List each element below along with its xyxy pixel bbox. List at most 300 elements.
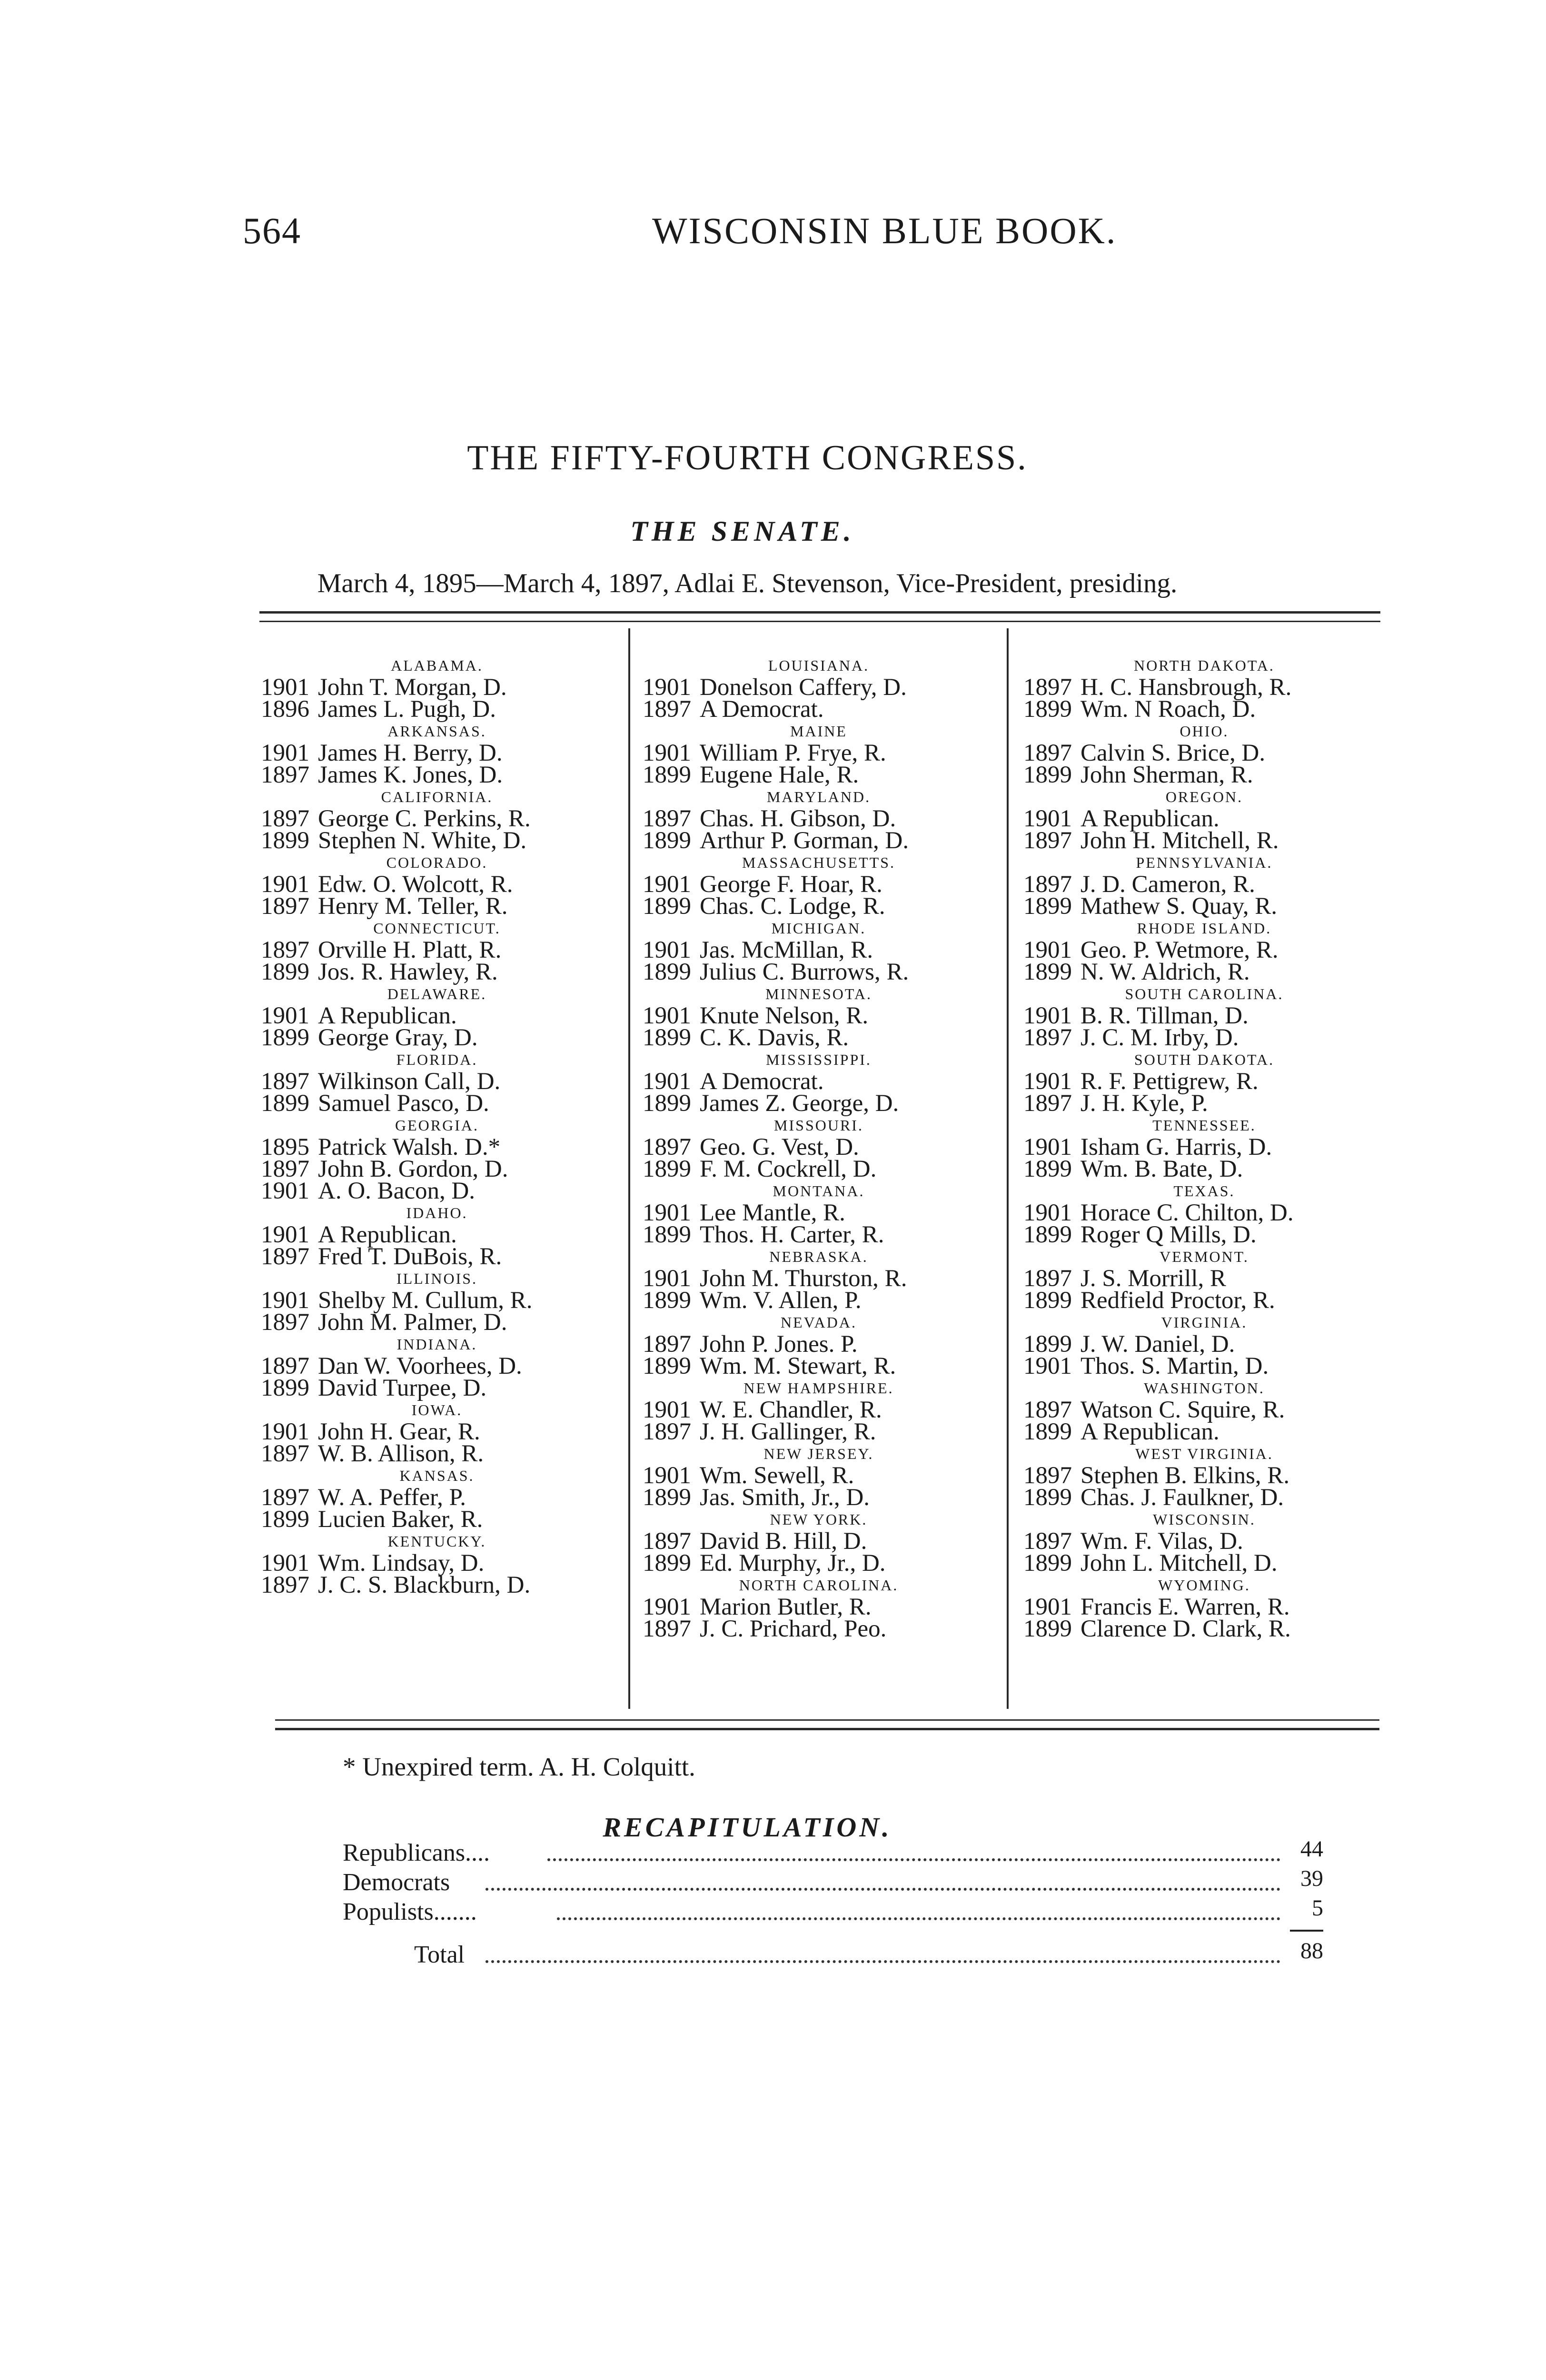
- senator-row: [261, 961, 613, 983]
- term-year: 1897: [643, 1616, 691, 1642]
- recap-row-total: [343, 1926, 1323, 1969]
- senator-row: [643, 805, 995, 832]
- senator-name: Francis E. Warren, R.: [1080, 1594, 1290, 1620]
- term-year: 1901: [1023, 1353, 1072, 1379]
- senator-name: Fred T. DuBois, R.: [318, 1243, 502, 1270]
- state-heading: LOUISIANA.: [768, 657, 870, 674]
- state-heading: NEBRASKA.: [769, 1248, 868, 1265]
- term-year: 1899: [261, 1090, 309, 1117]
- section-title: THE SENATE.: [630, 516, 855, 547]
- state-heading: ARKANSAS.: [387, 723, 486, 740]
- senator-name: Geo. P. Wetmore, R.: [1080, 937, 1278, 963]
- state-heading: TEXAS.: [1173, 1182, 1235, 1200]
- senator-row: [643, 1484, 995, 1511]
- senator-name: John H. Mitchell, R.: [1080, 827, 1279, 854]
- senator-name: A Republican.: [318, 1002, 457, 1029]
- senator-name: John H. Gear, R.: [318, 1418, 480, 1445]
- state-heading: IDAHO.: [406, 1204, 468, 1221]
- term-year: 1901: [261, 674, 309, 701]
- senator-row: [261, 1484, 613, 1511]
- term-year: 1899: [643, 893, 691, 920]
- table-top-rule: [259, 611, 1380, 614]
- senator-row: [643, 1462, 995, 1489]
- table-bottom-rule: [275, 1719, 1379, 1721]
- senator-row: [1023, 742, 1385, 764]
- senator-row: [261, 1090, 613, 1117]
- term-year: 1897: [643, 1528, 691, 1555]
- senator-name: Henry M. Teller, R.: [318, 893, 508, 920]
- senator-row: [643, 696, 995, 723]
- senator-row: [643, 1355, 995, 1377]
- senator-name: James L. Pugh, D.: [318, 696, 496, 723]
- term-year: 1897: [261, 937, 309, 963]
- term-year: 1901: [261, 871, 309, 898]
- term-year: 1897: [1023, 1024, 1072, 1051]
- state-heading: DELAWARE.: [387, 985, 487, 1002]
- senator-name: Patrick Walsh. D.*: [318, 1134, 501, 1160]
- term-year: 1901: [1023, 1594, 1072, 1620]
- senator-row: [1023, 871, 1385, 898]
- senator-row: [261, 1574, 613, 1596]
- senator-row: [1023, 1287, 1385, 1314]
- senate-column-3: [1023, 654, 1385, 1640]
- senator-name: R. F. Pettigrew, R.: [1080, 1068, 1259, 1095]
- senator-row: [643, 1068, 995, 1095]
- column-divider: [1007, 628, 1009, 1709]
- senator-name: James Z. George, D.: [700, 1090, 899, 1117]
- term-year: 1899: [643, 1156, 691, 1182]
- senator-name: J. H. Kyle, P.: [1080, 1090, 1208, 1117]
- term-year: 1901: [643, 871, 691, 898]
- senator-row: [1023, 939, 1385, 961]
- recap-value: 44: [1300, 1836, 1323, 1862]
- senator-name: Marion Butler, R.: [700, 1594, 872, 1620]
- senator-row: [1023, 1002, 1385, 1029]
- state-heading: ILLINOIS.: [396, 1270, 478, 1287]
- recap-label: Democrats: [343, 1869, 450, 1896]
- senator-row: [1023, 805, 1385, 832]
- senator-name: Lee Mantle, R.: [700, 1200, 845, 1226]
- senator-name: J. S. Morrill, R: [1080, 1265, 1227, 1292]
- senator-name: J. C. Prichard, Peo.: [700, 1616, 887, 1642]
- page-title: THE FIFTY-FOURTH CONGRESS.: [467, 438, 1028, 477]
- term-year: 1899: [261, 1024, 309, 1051]
- senator-name: William P. Frye, R.: [700, 740, 886, 766]
- senator-name: Jas. Smith, Jr., D.: [700, 1484, 870, 1511]
- senator-name: Wm. M. Stewart, R.: [700, 1353, 896, 1379]
- term-year: 1899: [1023, 1550, 1072, 1577]
- senator-row: [1023, 1024, 1385, 1051]
- term-year: 1897: [1023, 871, 1072, 898]
- term-year: 1901: [643, 1462, 691, 1489]
- footnote: * Unexpired term. A. H. Colquitt.: [343, 1752, 695, 1781]
- senator-row: [1023, 1355, 1385, 1377]
- term-year: 1899: [261, 959, 309, 985]
- state-heading: MISSOURI.: [774, 1117, 863, 1134]
- term-year: 1899: [1023, 1331, 1072, 1358]
- term-year: 1901: [643, 1594, 691, 1620]
- term-year: 1901: [643, 1397, 691, 1423]
- column-divider: [628, 628, 630, 1709]
- senator-name: Shelby M. Cullum, R.: [318, 1287, 533, 1314]
- term-year: 1899: [1023, 1221, 1072, 1248]
- senator-name: Thos. S. Martin, D.: [1080, 1353, 1269, 1379]
- recap-value: 5: [1312, 1895, 1323, 1921]
- term-year: 1897: [643, 805, 691, 832]
- term-year: 1901: [261, 1418, 309, 1445]
- term-year: 1899: [1023, 696, 1072, 723]
- term-year: 1901: [1023, 1200, 1072, 1226]
- term-year: 1899: [643, 1353, 691, 1379]
- senator-row: [1023, 674, 1385, 701]
- term-year: 1897: [261, 1068, 309, 1095]
- sum-rule: [1290, 1930, 1323, 1932]
- senator-name: Arthur P. Gorman, D.: [700, 827, 909, 854]
- senator-row: [1023, 696, 1385, 723]
- senator-row: [1023, 1068, 1385, 1095]
- term-year: 1899: [643, 1484, 691, 1511]
- state-heading: NEVADA.: [781, 1314, 857, 1331]
- term-year: 1895: [261, 1134, 309, 1160]
- session-dates: March 4, 1895—March 4, 1897, Adlai E. Stevenson, Vice-President, presiding.: [317, 568, 1178, 598]
- senator-row: [261, 1068, 613, 1095]
- state-heading: KANSAS.: [399, 1467, 475, 1484]
- state-heading: GEORGIA.: [395, 1117, 479, 1134]
- senator-row: [261, 1158, 613, 1180]
- senator-row: [643, 1418, 995, 1445]
- senator-row: [643, 1399, 995, 1421]
- term-year: 1897: [261, 1484, 309, 1511]
- senator-row: [1023, 764, 1385, 786]
- senator-row: [643, 1528, 995, 1555]
- term-year: 1899: [643, 1221, 691, 1248]
- state-heading: WISCONSIN.: [1153, 1511, 1256, 1528]
- senator-name: Wm. N Roach, D.: [1080, 696, 1256, 723]
- senator-row: [261, 827, 613, 854]
- state-heading: NEW JERSEY.: [763, 1445, 874, 1462]
- term-year: 1901: [261, 740, 309, 766]
- state-heading: NEW HAMPSHIRE.: [743, 1379, 894, 1397]
- state-heading: NORTH DAKOTA.: [1134, 657, 1275, 674]
- senator-row: [1023, 1618, 1385, 1640]
- senator-name: David B. Hill, D.: [700, 1528, 867, 1555]
- senator-name: John L. Mitchell, D.: [1080, 1550, 1278, 1577]
- senate-column-2: [643, 654, 995, 1640]
- term-year: 1897: [643, 1134, 691, 1160]
- senator-row: [643, 1136, 995, 1158]
- senator-row: [643, 1202, 995, 1224]
- state-heading: MINNESOTA.: [765, 985, 872, 1002]
- recap-value: 39: [1300, 1866, 1323, 1891]
- term-year: 1901: [643, 674, 691, 701]
- term-year: 1901: [1023, 1134, 1072, 1160]
- senator-name: Isham G. Harris, D.: [1080, 1134, 1272, 1160]
- senator-name: A Democrat.: [700, 1068, 824, 1095]
- state-heading: MARYLAND.: [766, 788, 871, 805]
- term-year: 1897: [1023, 1397, 1072, 1423]
- senator-name: Horace C. Chilton, D.: [1080, 1200, 1294, 1226]
- senator-row: [1023, 961, 1385, 983]
- senator-row: [261, 1377, 613, 1399]
- senator-row: [643, 871, 995, 898]
- state-heading: IOWA.: [411, 1401, 463, 1418]
- senator-name: J. C. S. Blackburn, D.: [318, 1572, 531, 1598]
- state-heading: VIRGINIA.: [1161, 1314, 1248, 1331]
- state-heading: CALIFORNIA.: [381, 788, 493, 805]
- term-year: 1899: [643, 827, 691, 854]
- senator-name: Chas. C. Lodge, R.: [700, 893, 885, 920]
- senator-row: [261, 1418, 613, 1445]
- senator-row: [643, 1331, 995, 1358]
- senator-row: [1023, 1484, 1385, 1511]
- term-year: 1899: [1023, 1287, 1072, 1314]
- term-year: 1897: [261, 1243, 309, 1270]
- senator-name: A Republican.: [1080, 1418, 1219, 1445]
- senator-row: [261, 893, 613, 920]
- term-year: 1897: [261, 1156, 309, 1182]
- recap-row-populists: [343, 1896, 1323, 1926]
- senator-name: John M. Thurston, R.: [700, 1265, 907, 1292]
- term-year: 1901: [643, 740, 691, 766]
- senator-row: [1023, 827, 1385, 854]
- term-year: 1897: [1023, 1265, 1072, 1292]
- term-year: 1899: [643, 1287, 691, 1314]
- term-year: 1896: [261, 696, 309, 723]
- senator-row: [643, 1002, 995, 1029]
- senator-name: John Sherman, R.: [1080, 762, 1253, 788]
- state-heading: TENNESSEE.: [1152, 1117, 1256, 1134]
- senator-name: Geo. G. Vest, D.: [700, 1134, 859, 1160]
- recap-value: 88: [1300, 1938, 1323, 1964]
- term-year: 1897: [261, 1353, 309, 1379]
- senator-name: Redfield Proctor, R.: [1080, 1287, 1275, 1314]
- state-heading: WASHINGTON.: [1144, 1379, 1265, 1397]
- senator-row: [1023, 1462, 1385, 1489]
- state-heading: SOUTH CAROLINA.: [1125, 985, 1284, 1002]
- senator-name: W. A. Peffer, P.: [318, 1484, 466, 1511]
- page-number: 564: [243, 210, 301, 251]
- state-heading: PENNSYLVANIA.: [1136, 854, 1273, 871]
- term-year: 1901: [643, 1200, 691, 1226]
- state-heading: KENTUCKY.: [387, 1533, 486, 1550]
- recap-label: Populists.......: [343, 1898, 477, 1925]
- senator-name: F. M. Cockrell, D.: [700, 1156, 877, 1182]
- senator-name: A. O. Bacon, D.: [318, 1178, 476, 1204]
- term-year: 1901: [261, 1002, 309, 1029]
- senator-name: John B. Gordon, D.: [318, 1156, 508, 1182]
- term-year: 1899: [1023, 893, 1072, 920]
- senator-row: [1023, 1265, 1385, 1292]
- leader-dots: [486, 1958, 1280, 1963]
- senator-name: N. W. Aldrich, R.: [1080, 959, 1250, 985]
- state-heading: SOUTH DAKOTA.: [1134, 1051, 1275, 1068]
- term-year: 1897: [643, 1331, 691, 1358]
- senator-row: [643, 1024, 995, 1051]
- senator-row: [1023, 1090, 1385, 1117]
- senator-row: [643, 893, 995, 920]
- term-year: 1899: [261, 1506, 309, 1533]
- senator-row: [261, 1136, 613, 1158]
- term-year: 1897: [643, 696, 691, 723]
- term-year: 1901: [261, 1550, 309, 1577]
- term-year: 1897: [261, 805, 309, 832]
- senator-name: James H. Berry, D.: [318, 740, 503, 766]
- senator-name: Wm. Sewell, R.: [700, 1462, 854, 1489]
- senator-name: Wm. V. Allen, P.: [700, 1287, 862, 1314]
- senator-name: Wilkinson Call, D.: [318, 1068, 501, 1095]
- term-year: 1899: [1023, 1616, 1072, 1642]
- senator-name: Jos. R. Hawley, R.: [318, 959, 498, 985]
- term-year: 1897: [643, 1418, 691, 1445]
- term-year: 1897: [1023, 1528, 1072, 1555]
- state-heading: MISSISSIPPI.: [766, 1051, 872, 1068]
- state-heading: WEST VIRGINIA.: [1135, 1445, 1273, 1462]
- senator-row: [1023, 1136, 1385, 1158]
- senator-name: Edw. O. Wolcott, R.: [318, 871, 513, 898]
- term-year: 1897: [1023, 827, 1072, 854]
- senator-name: John T. Morgan, D.: [318, 674, 507, 701]
- state-heading: WYOMING.: [1158, 1577, 1250, 1594]
- senator-row: [261, 871, 613, 898]
- state-heading: INDIANA.: [396, 1336, 477, 1353]
- term-year: 1899: [643, 762, 691, 788]
- senator-name: J. C. M. Irby, D.: [1080, 1024, 1239, 1051]
- senator-name: Eugene Hale, R.: [700, 762, 859, 788]
- senator-name: Samuel Pasco, D.: [318, 1090, 489, 1117]
- senator-name: Wm. B. Bate, D.: [1080, 1156, 1243, 1182]
- senator-name: David Turpee, D.: [318, 1375, 487, 1401]
- senator-row: [261, 1002, 613, 1029]
- term-year: 1899: [643, 1090, 691, 1117]
- senator-name: Mathew S. Quay, R.: [1080, 893, 1278, 920]
- senator-row: [643, 1265, 995, 1292]
- state-heading: RHODE ISLAND.: [1137, 920, 1272, 937]
- senator-name: W. E. Chandler, R.: [700, 1397, 882, 1423]
- state-heading: MONTANA.: [773, 1182, 865, 1200]
- senator-row: [643, 1158, 995, 1180]
- term-year: 1901: [1023, 1068, 1072, 1095]
- senator-name: Clarence D. Clark, R.: [1080, 1616, 1291, 1642]
- term-year: 1899: [1023, 1156, 1072, 1182]
- senator-row: [1023, 1528, 1385, 1555]
- senator-row: [1023, 1158, 1385, 1180]
- senator-row: [261, 1440, 613, 1467]
- senator-row: [261, 1024, 613, 1051]
- senator-row: [643, 742, 995, 764]
- senator-row: [643, 827, 995, 854]
- state-heading: FLORIDA.: [396, 1051, 478, 1068]
- senator-name: Knute Nelson, R.: [700, 1002, 869, 1029]
- state-heading: MASSACHUSETTS.: [742, 854, 896, 871]
- senator-row: [643, 674, 995, 701]
- table-top-rule-thin: [259, 621, 1380, 622]
- senator-row: [261, 805, 613, 832]
- senator-name: Stephen N. White, D.: [318, 827, 527, 854]
- senator-name: J. W. Daniel, D.: [1080, 1331, 1235, 1358]
- senator-row: [261, 1550, 613, 1577]
- senator-row: [261, 742, 613, 764]
- state-heading: MAINE: [790, 723, 847, 740]
- term-year: 1899: [1023, 1418, 1072, 1445]
- senator-name: Donelson Caffery, D.: [700, 674, 907, 701]
- senator-row: [1023, 1550, 1385, 1577]
- senator-row: [643, 1090, 995, 1117]
- senator-name: Orville H. Platt, R.: [318, 937, 502, 963]
- senator-row: [261, 696, 613, 723]
- senator-row: [643, 1221, 995, 1248]
- senator-name: C. K. Davis, R.: [700, 1024, 849, 1051]
- senator-name: J. D. Cameron, R.: [1080, 871, 1255, 898]
- senator-name: Jas. McMillan, R.: [700, 937, 873, 963]
- senator-name: Lucien Baker, R.: [318, 1506, 483, 1533]
- senator-name: W. B. Allison, R.: [318, 1440, 484, 1467]
- term-year: 1901: [643, 1265, 691, 1292]
- senator-name: Thos. H. Carter, R.: [700, 1221, 884, 1248]
- term-year: 1899: [1023, 1484, 1072, 1511]
- senator-name: Wm. Lindsay, D.: [318, 1550, 485, 1577]
- state-heading: OHIO.: [1179, 723, 1229, 740]
- senator-row: [643, 1596, 995, 1618]
- term-year: 1899: [643, 959, 691, 985]
- senate-column-1: [261, 654, 613, 1596]
- senator-row: [643, 961, 995, 983]
- term-year: 1897: [261, 762, 309, 788]
- term-year: 1897: [1023, 674, 1072, 701]
- senator-row: [643, 1287, 995, 1314]
- term-year: 1897: [261, 1572, 309, 1598]
- senator-name: A Republican.: [318, 1221, 457, 1248]
- state-heading: NEW YORK.: [770, 1511, 868, 1528]
- term-year: 1897: [1023, 740, 1072, 766]
- term-year: 1899: [1023, 762, 1072, 788]
- senator-name: H. C. Hansbrough, R.: [1080, 674, 1292, 701]
- senator-row: [261, 764, 613, 786]
- senator-row: [643, 1550, 995, 1577]
- state-heading: ALABAMA.: [391, 657, 483, 674]
- term-year: 1901: [643, 1002, 691, 1029]
- senator-name: George F. Hoar, R.: [700, 871, 882, 898]
- term-year: 1897: [261, 1309, 309, 1336]
- state-heading: VERMONT.: [1160, 1248, 1249, 1265]
- senator-name: George C. Perkins, R.: [318, 805, 531, 832]
- recap-label: Republicans....: [343, 1839, 490, 1866]
- senator-row: [643, 1618, 995, 1640]
- state-heading: NORTH CAROLINA.: [739, 1577, 899, 1594]
- term-year: 1899: [643, 1024, 691, 1051]
- senator-name: Watson C. Squire, R.: [1080, 1397, 1285, 1423]
- senator-name: Calvin S. Brice, D.: [1080, 740, 1266, 766]
- senator-row: [643, 764, 995, 786]
- term-year: 1901: [261, 1221, 309, 1248]
- senator-name: John M. Palmer, D.: [318, 1309, 507, 1336]
- senator-row: [1023, 1221, 1385, 1248]
- senator-name: A Democrat.: [700, 696, 824, 723]
- term-year: 1899: [1023, 959, 1072, 985]
- recapitulation-table: [343, 1837, 1323, 1969]
- term-year: 1899: [261, 1375, 309, 1401]
- senator-row: [261, 1180, 613, 1202]
- term-year: 1897: [261, 1440, 309, 1467]
- leader-dots: [486, 1886, 1280, 1891]
- senator-row: [1023, 1202, 1385, 1224]
- senator-row: [261, 1243, 613, 1270]
- term-year: 1901: [643, 1068, 691, 1095]
- senator-name: J. H. Gallinger, R.: [700, 1418, 876, 1445]
- running-head: WISCONSIN BLUE BOOK.: [652, 210, 1117, 251]
- senator-row: [261, 939, 613, 961]
- leader-dots: [547, 1856, 1280, 1861]
- state-heading: CONNECTICUT.: [373, 920, 501, 937]
